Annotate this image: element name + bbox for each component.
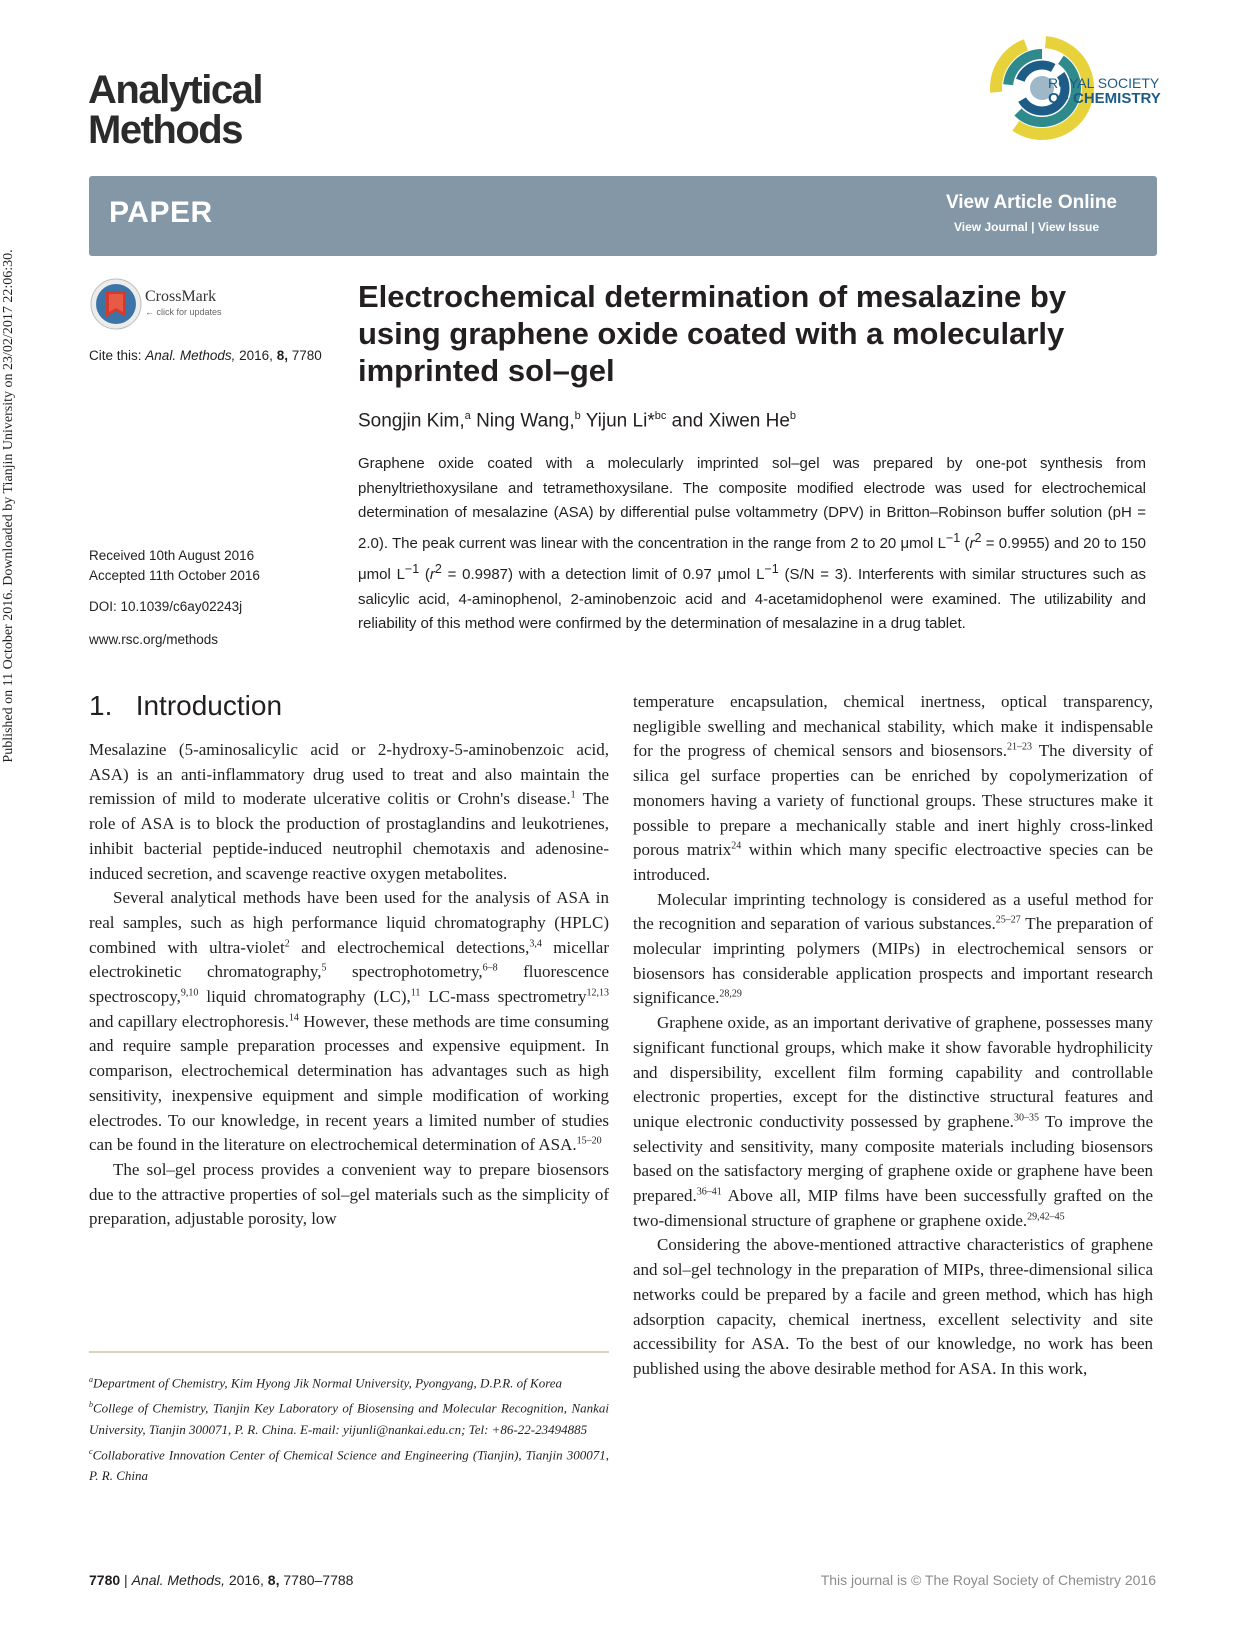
section-title: Introduction <box>135 690 283 721</box>
citation-ref[interactable]: 21–23 <box>1006 741 1032 753</box>
abstract-text: Graphene oxide coated with a molecularly imprinted sol–gel was prepared by one-pot synthesis from phenyltriethoxysilane and tetramethoxysilane. The composite modified electrode was used for electrochemical determination of mesalazine (ASA) by differential pulse voltammetry (DPV) in Britton–Robinson buffer solution (pH = 2.0). The peak current was linear with the concentration in the range from 2 to 20 μmol L <box>358 455 1146 553</box>
abstract-text: = 0.9955) and 20 to 150 μmol L <box>358 535 1147 583</box>
footnote-mark: b <box>89 1400 93 1410</box>
citation-ref[interactable]: 12,13 <box>586 987 609 999</box>
footer-year: 2016, <box>228 1572 264 1588</box>
paragraph <box>633 888 1153 1012</box>
author-list <box>358 410 796 432</box>
cite-this <box>89 348 322 363</box>
paragraph-text: fluorescence spectroscopy, <box>89 962 609 1007</box>
body-right-column <box>633 690 1153 1382</box>
footnote <box>89 1369 609 1393</box>
received-date: Received 10th August 2016 <box>89 548 255 563</box>
affiliation-mark: bc <box>654 410 667 422</box>
citation-ref[interactable]: 11 <box>410 987 421 999</box>
paragraph <box>89 738 609 886</box>
paragraph-text: Graphene oxide, as an important derivative of graphene, possesses many significant functional groups, which make it show favorable hydrophilicity and dispersibility, excellent film forming capability and controllable electronic properties, except for the distinctive structural features and unique electronic conductivity possessed by graphene. <box>633 1013 1153 1131</box>
paragraph <box>89 886 609 1158</box>
view-journal-link[interactable]: View Journal <box>953 220 1028 234</box>
footnote-mark: a <box>89 1375 93 1384</box>
footer-pages: 7780–7788 <box>283 1572 354 1588</box>
doi[interactable]: DOI: 10.1039/c6ay02243j <box>89 599 243 614</box>
footnote-divider <box>89 1351 609 1353</box>
citation-ref[interactable]: 1 <box>570 789 576 801</box>
author[interactable]: Yijun Li* <box>585 410 655 432</box>
r-symbol: r <box>969 535 975 553</box>
paragraph: The sol–gel process provides a convenient way to prepare biosensors due to the attractive properties of sol–gel materials such as the simplicity of preparation, adjustable porosity, low <box>89 1159 609 1229</box>
crossmark-arrow-icon: ← <box>145 307 154 317</box>
citation-ref[interactable]: 6–8 <box>482 962 498 974</box>
cite-prefix: Cite this: <box>89 348 142 363</box>
paragraph-text: liquid chromatography (LC), <box>198 987 411 1007</box>
view-issue-link[interactable]: View Issue <box>1037 220 1099 234</box>
journal-title[interactable] <box>88 70 262 150</box>
abstract-text: (S/N = 3). Interferents with similar structures such as salicylic acid, 4-aminophenol, 2-aminobenzoic acid and 4-acetamidophenol were examined. The utilizability and reliability of this method were confirmed by the determination of mesalazine in a drug tablet. <box>358 565 1146 633</box>
paragraph-text: To improve the selectivity and sensitivity, many composite materials including biosensors based on the satisfactory merging of graphene oxide or graphene have been prepared. <box>633 1111 1153 1206</box>
crossmark-sub-text: click for updates <box>156 307 222 317</box>
section-number: 1. <box>89 690 113 721</box>
cite-volume: 8, <box>276 348 288 363</box>
paragraph-text: The preparation of molecular imprinting polymers (MIPs) in electrochemical sensors or biosensors has considerable application prospects and important research significance. <box>633 914 1153 1008</box>
journal-title-line2: Methods <box>88 108 242 152</box>
page-number: 7780 <box>89 1572 121 1588</box>
citation-ref[interactable]: 9,10 <box>180 987 199 999</box>
exponent: −1 <box>404 561 420 576</box>
footer-journal: Anal. Methods, <box>131 1572 225 1588</box>
copyright-notice: This journal is © The Royal Society of Chemistry 2016 <box>820 1572 1156 1588</box>
citation-ref[interactable]: 24 <box>731 840 742 852</box>
citation-ref[interactable]: 5 <box>321 962 327 974</box>
citation-ref[interactable]: 29,42–45 <box>1027 1211 1065 1223</box>
publication-stamp: Published on 11 October 2016. Downloaded by Tianjin University on 23/02/2017 22:06:30. <box>1 249 16 763</box>
author[interactable]: Ning Wang, <box>476 410 575 432</box>
citation-ref[interactable]: 28,29 <box>719 988 742 1000</box>
cite-year: 2016, <box>239 348 273 363</box>
section-heading <box>89 690 282 722</box>
crossmark-label[interactable]: CrossMark <box>145 288 217 305</box>
abstract-text: = 0.9987) with a detection limit of 0.97 μmol L <box>441 565 765 583</box>
citation-ref[interactable]: 30–35 <box>1013 1112 1039 1124</box>
citation-ref[interactable]: 3,4 <box>529 937 542 949</box>
crossmark-sublabel[interactable] <box>145 307 222 317</box>
abstract-text: ( <box>419 565 430 583</box>
rsc-logo-line1: ROYAL SOCIETY <box>1048 75 1160 91</box>
r-symbol: r <box>429 565 435 583</box>
paragraph-text: micellar electrokinetic chromatography, <box>89 937 609 982</box>
paragraph-text: and electrochemical detections, <box>289 937 530 957</box>
abstract-text: ( <box>960 535 970 553</box>
paragraph-text: Mesalazine (5-aminosalicylic acid or 2-hydroxy-5-aminobenzoic acid, ASA) is an anti-inflammatory drug used to treat and also maintain the remission of mild to moderate ulcerative colitis or Crohn's disease. <box>89 740 609 809</box>
website-link[interactable]: www.rsc.org/methods <box>89 632 219 647</box>
footnote-text: College of Chemistry, Tianjin Key Laboratory of Biosensing and Molecular Recognition, Nankai University, Tianjin 300071, P. R. China. E-mail: yijunli@nankai.edu.cn; Tel: +86-22-23494885 <box>89 1400 609 1437</box>
paragraph-text: and capillary electrophoresis. <box>89 1011 289 1031</box>
paragraph-text: Several analytical methods have been used for the analysis of ASA in real samples, such as high performance liquid chromatography (HPLC) combined with ultra-violet <box>89 888 609 957</box>
rsc-logo-line2: OF CHEMISTRY <box>1048 90 1161 107</box>
cite-page: 7780 <box>291 348 322 363</box>
footnote <box>89 1441 609 1486</box>
author[interactable]: and Xiwen He <box>671 410 790 432</box>
article-type-label: PAPER <box>109 196 213 229</box>
article-banner <box>89 176 1157 256</box>
affiliation-mark: b <box>789 410 797 422</box>
paragraph-text: The diversity of silica gel surface properties can be enriched by copolymerization of monomers having a variety of functional groups. These structures make it possible to prepare a mechanically stable and inert highly cross-linked porous matrix <box>633 741 1153 860</box>
footer-separator: | <box>124 1572 128 1588</box>
body-left-column <box>89 738 609 1232</box>
footnote-text: Department of Chemistry, Kim Hyong Jik Normal University, Pyongyang, D.P.R. of Korea <box>93 1375 563 1391</box>
view-article-online-link[interactable]: View Article Online <box>945 192 1117 213</box>
footnote-mark: c <box>89 1446 93 1456</box>
paragraph <box>633 1011 1153 1233</box>
paragraph: Considering the above-mentioned attractive characteristics of graphene and sol–gel technology in the preparation of MIPs, three-dimensional silica networks could be prepared by a facile and green method, which has high adsorption capacity, chemical inertness, excellent selectivity and site accessibility for ASA. To the best of our knowledge, no work has been published using the above desirable method for ASA. In this work, <box>633 1235 1153 1378</box>
citation-ref[interactable]: 25–27 <box>995 914 1021 926</box>
view-links-separator: | <box>1031 220 1035 234</box>
exponent: −1 <box>945 531 961 546</box>
paragraph-text: However, these methods are time consuming and require sample preparation processes and expensive equipment. In comparison, electrochemical determination has advantages such as high sensitivity, inexpensive equipment and simple modification of working electrodes. To our knowledge, in recent years a limited number of studies can be found in the literature on electrochemical determination of ASA. <box>89 1011 609 1155</box>
paragraph-text: LC-mass spectrometry <box>420 987 587 1007</box>
view-links <box>954 220 1099 234</box>
paragraph-text: spectrophotometry, <box>326 962 483 982</box>
paragraph <box>633 690 1153 888</box>
exponent: −1 <box>764 561 779 576</box>
affiliation-mark: a <box>464 410 471 422</box>
footnote-text: Collaborative Innovation Center of Chemical Science and Engineering (Tianjin), Tianjin 300071, P. R. China <box>89 1446 609 1483</box>
citation-ref[interactable]: 15–20 <box>576 1135 602 1147</box>
crossmark-icon[interactable] <box>89 277 143 331</box>
footnote <box>89 1394 609 1439</box>
rsc-logo-text <box>1048 76 1161 106</box>
paragraph-text: Molecular imprinting technology is considered as a useful method for the recognition and separation of various substances. <box>633 889 1153 934</box>
paragraph-text: within which many specific electroactive species can be introduced. <box>633 840 1153 884</box>
abstract <box>358 452 1146 637</box>
citation-ref[interactable]: 14 <box>288 1012 299 1024</box>
paragraph-text: temperature encapsulation, chemical inertness, optical transparency, negligible swelling and mechanical stability, which make it indispensable for the progress of chemical sensors and biosensors. <box>633 692 1153 761</box>
cite-journal: Anal. Methods, <box>145 348 236 363</box>
author[interactable]: Songjin Kim, <box>358 410 465 432</box>
citation-ref[interactable]: 2 <box>284 937 290 949</box>
paragraph-text: Above all, MIP films have been successfully grafted on the two-dimensional structure of graphene or graphene oxide. <box>633 1186 1153 1230</box>
citation-ref[interactable]: 36–41 <box>696 1186 722 1198</box>
page-footer-citation <box>89 1572 353 1588</box>
exponent: 2 <box>974 531 982 546</box>
journal-title-line1: Analytical <box>88 68 262 112</box>
paragraph-text: The role of ASA is to block the production of prostaglandins and leukotrienes, inhibit bacterial peptide-induced neutrophil chemotaxis and adenosine-induced secretion, and scavenge reactive oxygen metabolites. <box>89 789 610 883</box>
article-title: Electrochemical determination of mesalazine by using graphene oxide coated with a molecularly imprinted sol–gel <box>358 279 1067 388</box>
affiliation-mark: b <box>574 410 581 422</box>
accepted-date: Accepted 11th October 2016 <box>89 568 260 583</box>
exponent: 2 <box>434 561 442 576</box>
affiliation-footnotes <box>89 1369 609 1487</box>
footer-volume: 8, <box>267 1572 280 1588</box>
